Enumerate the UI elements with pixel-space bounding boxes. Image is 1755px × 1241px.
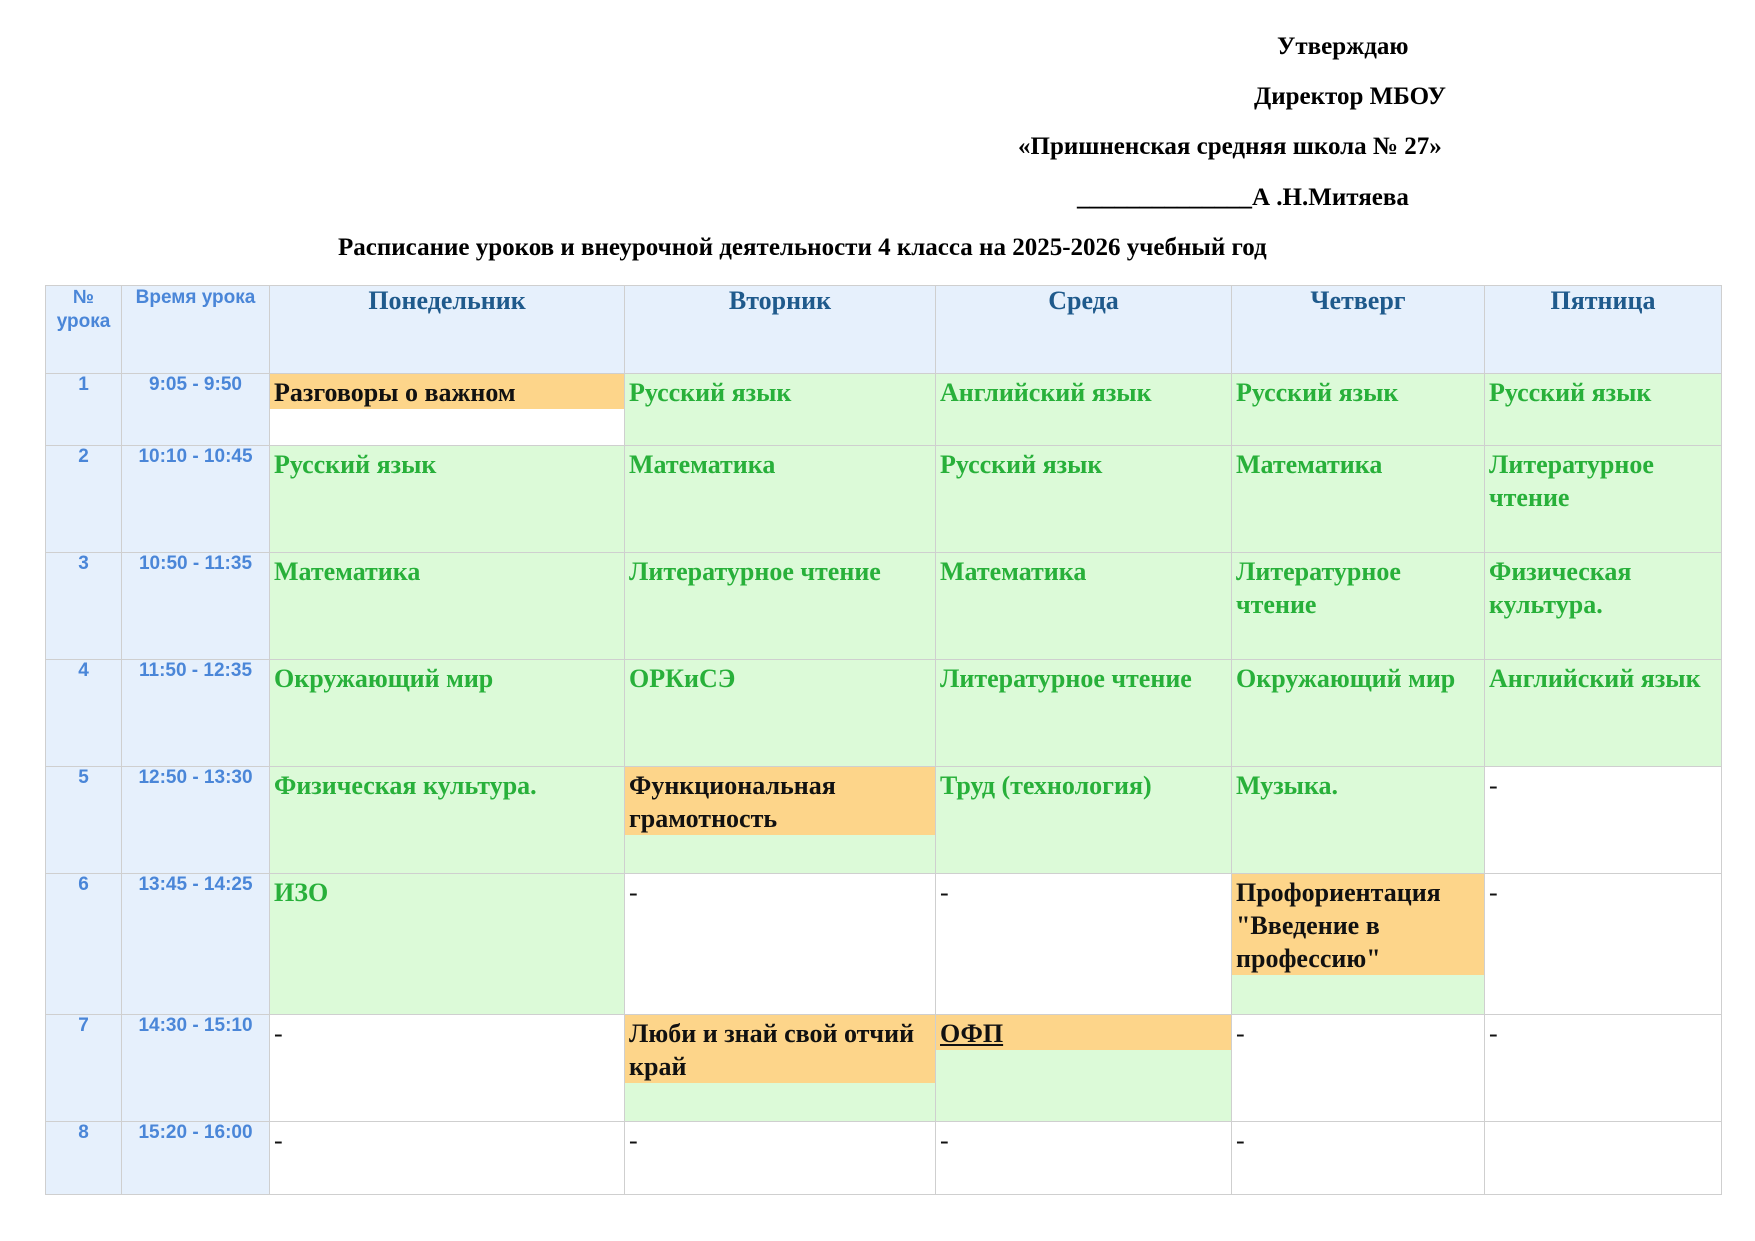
schedule-cell-monday (270, 446, 625, 553)
subject-label (1485, 1122, 1721, 1124)
schedule-cell-friday (1485, 767, 1722, 874)
subject-label: Функциональная грамотность (625, 767, 935, 835)
subject-label: Люби и знай свой отчий край (625, 1015, 935, 1083)
subject-label: ИЗО (274, 878, 329, 907)
subject-label: Окружающий мир (274, 664, 494, 693)
schedule-cell-thursday (1232, 553, 1485, 660)
column-header-thursday: Четверг (1232, 286, 1485, 374)
subject-label: Музыка. (1236, 771, 1339, 800)
subject-label: ОФП (936, 1015, 1231, 1050)
schedule-cell-friday (1485, 374, 1722, 446)
column-header-friday: Пятница (1485, 286, 1722, 374)
subject-label: Физическая культура. (274, 771, 537, 800)
subject-label: - (940, 1126, 949, 1155)
schedule-cell-thursday (1232, 660, 1485, 767)
table-row (46, 374, 1722, 446)
schedule-cell-monday (270, 767, 625, 874)
table-row (46, 446, 1722, 553)
lesson-number: 3 (46, 553, 122, 660)
lesson-number: 2 (46, 446, 122, 553)
schedule-cell-friday (1485, 1015, 1722, 1122)
schedule-cell-wednesday (936, 446, 1232, 553)
schedule-cell-thursday (1232, 1122, 1485, 1195)
subject-label: Математика (1236, 450, 1383, 479)
table-row (46, 660, 1722, 767)
header-row (46, 286, 1722, 374)
column-header-monday: Понедельник (270, 286, 625, 374)
subject-label: ОРКиСЭ (629, 664, 736, 693)
schedule-cell-tuesday (625, 767, 936, 874)
schedule-cell-thursday (1232, 874, 1485, 1015)
schedule-cell-thursday (1232, 374, 1485, 446)
schedule-cell-wednesday (936, 553, 1232, 660)
table-row (46, 874, 1722, 1015)
schedule-cell-monday (270, 1122, 625, 1195)
subject-label: Физическая культура. (1489, 557, 1632, 619)
subject-label: - (1236, 1126, 1245, 1155)
schedule-cell-tuesday (625, 1122, 936, 1195)
schedule-cell-thursday (1232, 1015, 1485, 1122)
subject-label: Русский язык (629, 378, 792, 407)
subject-label: Английский язык (940, 378, 1152, 407)
schedule-cell-tuesday (625, 446, 936, 553)
schedule-cell-monday (270, 553, 625, 660)
subject-label: - (940, 878, 949, 907)
subject-label: Математика (940, 557, 1087, 586)
subject-label: Профориентация "Введение в профессию" (1232, 874, 1484, 975)
table-row (46, 767, 1722, 874)
schedule-cell-wednesday (936, 374, 1232, 446)
schedule-cell-friday (1485, 874, 1722, 1015)
lesson-time: 13:45 - 14:25 (122, 874, 270, 1015)
lesson-number: 5 (46, 767, 122, 874)
subject-label: Русский язык (274, 450, 437, 479)
schedule-table (45, 285, 1722, 1195)
subject-label: Русский язык (1236, 378, 1399, 407)
lesson-time: 14:30 - 15:10 (122, 1015, 270, 1122)
schedule-cell-wednesday (936, 1122, 1232, 1195)
subject-label: Труд (технология) (940, 771, 1152, 800)
subject-label: Литературное чтение (1489, 450, 1654, 512)
table-row (46, 1122, 1722, 1195)
subject-label: Русский язык (940, 450, 1103, 479)
subject-label: Разговоры о важном (270, 374, 624, 409)
schedule-cell-wednesday (936, 874, 1232, 1015)
lesson-number: 6 (46, 874, 122, 1015)
subject-label: Математика (274, 557, 421, 586)
subject-label: Литературное чтение (940, 664, 1192, 693)
lesson-time: 10:50 - 11:35 (122, 553, 270, 660)
subject-label: Литературное чтение (1236, 557, 1401, 619)
subject-label: - (629, 1126, 638, 1155)
approval-signature-line: ______________А .Н.Митяева (1077, 184, 1409, 211)
subject-label: - (1489, 878, 1498, 907)
schedule-cell-wednesday (936, 1015, 1232, 1122)
schedule-cell-monday (270, 374, 625, 446)
column-header-wednesday: Среда (936, 286, 1232, 374)
lesson-number: 4 (46, 660, 122, 767)
schedule-cell-wednesday (936, 660, 1232, 767)
subject-label: Литературное чтение (629, 557, 881, 586)
subject-label: Математика (629, 450, 776, 479)
subject-label: - (1489, 771, 1498, 800)
schedule-cell-friday (1485, 446, 1722, 553)
subject-label: Английский язык (1489, 664, 1701, 693)
schedule-cell-monday (270, 1015, 625, 1122)
approval-line-3: «Пришненская средняя школа № 27» (1018, 133, 1442, 160)
subject-label: Окружающий мир (1236, 664, 1456, 693)
lesson-time: 11:50 - 12:35 (122, 660, 270, 767)
lesson-time: 9:05 - 9:50 (122, 374, 270, 446)
schedule-cell-tuesday (625, 874, 936, 1015)
subject-label: - (629, 878, 638, 907)
schedule-cell-monday (270, 660, 625, 767)
subject-label: - (1489, 1019, 1498, 1048)
approval-line-2: Директор МБОУ (1254, 83, 1446, 110)
column-header-tuesday: Вторник (625, 286, 936, 374)
subject-label: - (274, 1019, 283, 1048)
table-row (46, 553, 1722, 660)
approval-line-1: Утверждаю (1277, 33, 1409, 60)
lesson-time: 15:20 - 16:00 (122, 1122, 270, 1195)
schedule-cell-tuesday (625, 374, 936, 446)
table-row (46, 1015, 1722, 1122)
lesson-number: 7 (46, 1015, 122, 1122)
schedule-cell-friday (1485, 1122, 1722, 1195)
subject-label: - (1236, 1019, 1245, 1048)
schedule-cell-friday (1485, 553, 1722, 660)
lesson-time: 12:50 - 13:30 (122, 767, 270, 874)
schedule-cell-wednesday (936, 767, 1232, 874)
schedule-cell-thursday (1232, 767, 1485, 874)
schedule-cell-monday (270, 874, 625, 1015)
schedule-cell-tuesday (625, 553, 936, 660)
lesson-time: 10:10 - 10:45 (122, 446, 270, 553)
schedule-title: Расписание уроков и внеурочной деятельности 4 класса на 2025-2026 учебный год (338, 234, 1267, 261)
schedule-cell-tuesday (625, 660, 936, 767)
lesson-number: 1 (46, 374, 122, 446)
lesson-number: 8 (46, 1122, 122, 1195)
schedule-cell-tuesday (625, 1015, 936, 1122)
column-header-time: Время урока (122, 286, 270, 374)
column-header-number: № урока (46, 286, 122, 374)
schedule-cell-thursday (1232, 446, 1485, 553)
subject-label: Русский язык (1489, 378, 1652, 407)
schedule-cell-friday (1485, 660, 1722, 767)
subject-label: - (274, 1126, 283, 1155)
